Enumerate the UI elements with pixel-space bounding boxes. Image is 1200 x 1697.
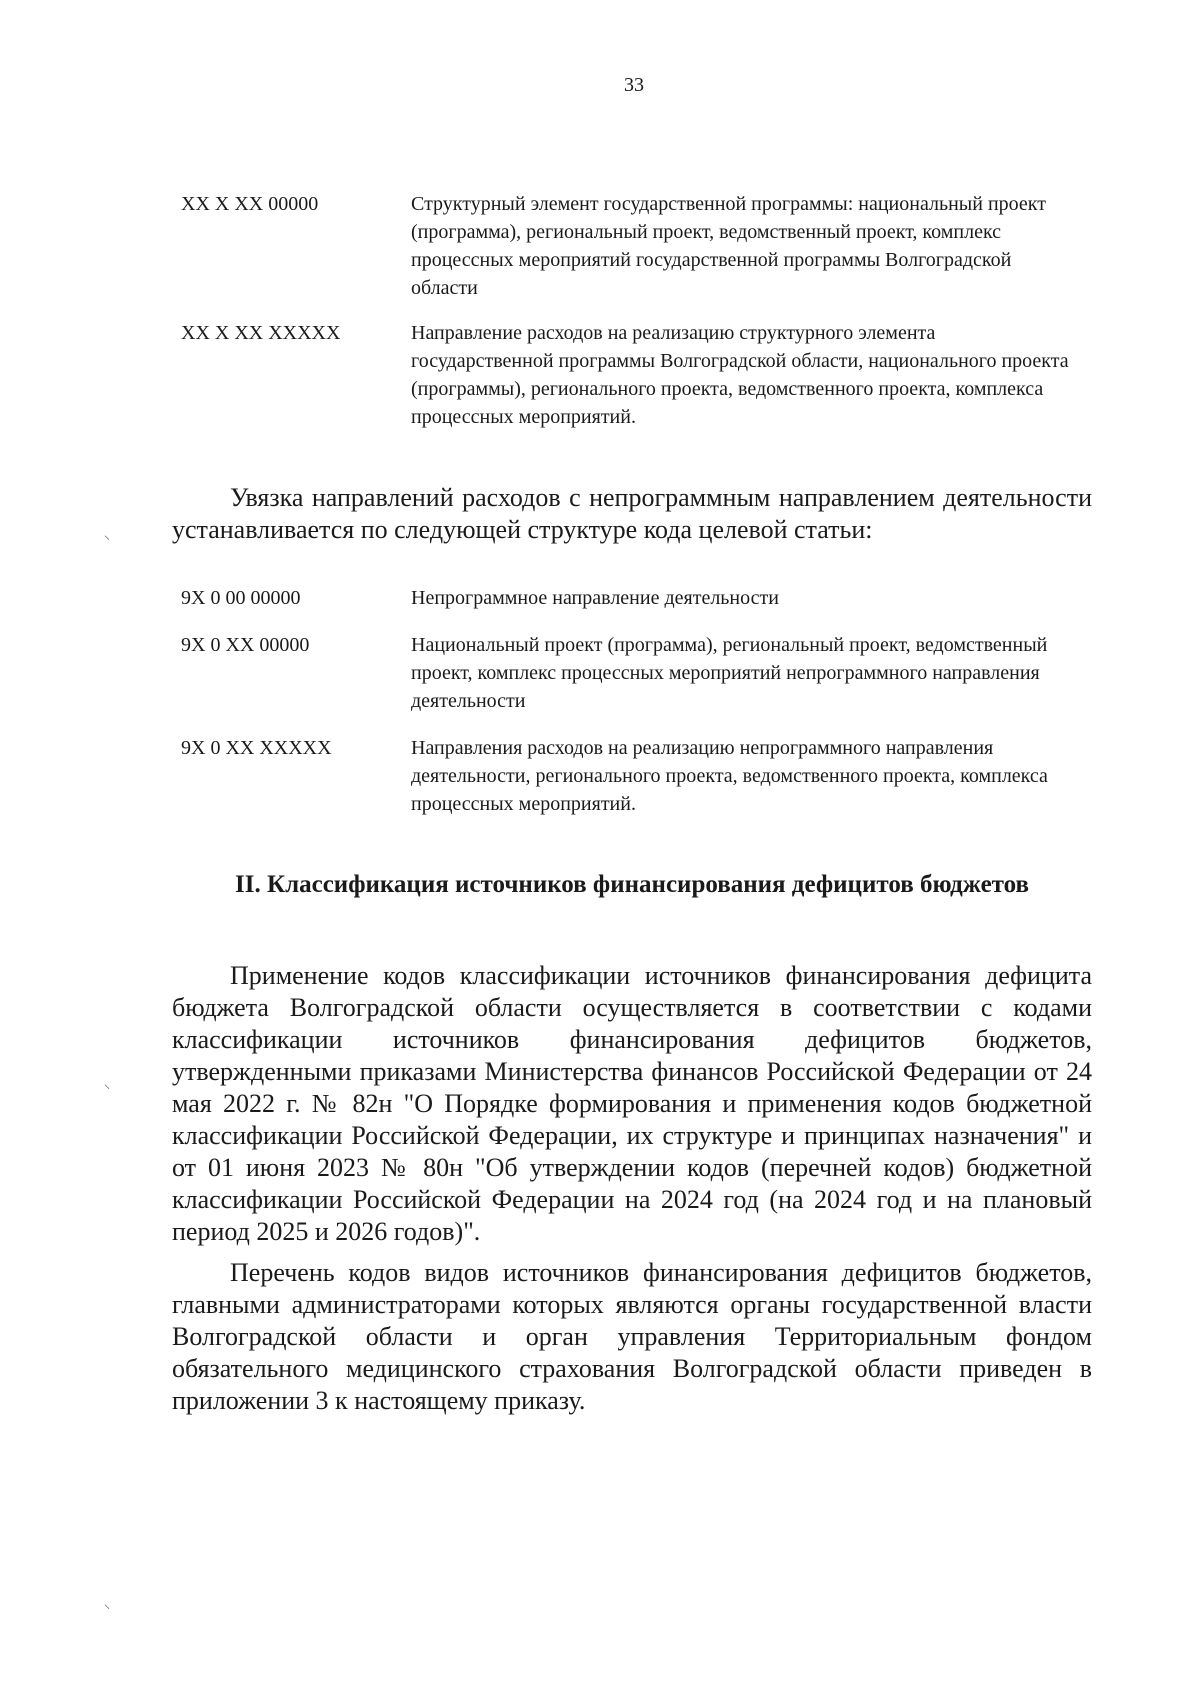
code-row <box>181 319 1081 431</box>
intro-paragraph <box>172 482 1092 546</box>
code-row <box>181 584 1081 612</box>
body-paragraph <box>172 960 1092 1248</box>
body-paragraph-text: Перечень кодов видов источников финансирования дефицитов бюджетов, главными администраторами которых являются органы государственной власти Волгоградской области и орган управления Территориальным фондом обязательного медицинского страхования Волгоградской области приведен в приложении 3 к настоящему приказу. <box>172 1258 1092 1415</box>
scan-mark: ⸜ <box>104 528 111 542</box>
code-description: Национальный проект (программа), региональный проект, ведомственный проект, комплекс процессных мероприятий непрограммного направления деятельности <box>411 634 1048 712</box>
code-value: 9X 0 XX XXXXX <box>181 737 332 759</box>
program-code-table <box>181 190 1081 431</box>
code-row <box>181 190 1081 302</box>
scan-mark: ⸜ <box>104 1597 111 1611</box>
code-value: XX X XX XXXXX <box>181 322 341 344</box>
section-heading: II. Классификация источников финансирования дефицитов бюджетов <box>235 871 1029 898</box>
intro-paragraph-text: Увязка направлений расходов с непрограммным направлением деятельности устанавливается по следующей структуре кода целевой статьи: <box>172 483 1092 544</box>
code-description: Направление расходов на реализацию структурного элемента государственной программы Волгоградской области, национального проекта (программы), регионального проекта, ведомственного проекта, комплекса процессных мероприятий. <box>411 322 1069 428</box>
code-row <box>181 734 1081 818</box>
body-paragraph-text: Применение кодов классификации источников финансирования дефицита бюджета Волгоградской области осуществляется в соответствии с кодами классификации источников финансирования дефицитов бюджетов, утвержденными приказами Министерства финансов Российской Федерации от 24 мая 2022 г. № 82н "О Порядке формирования и применения кодов бюджетной классификации Российской Федерации, их структуре и принципах назначения" и от 01 июня 2023 № 80н "Об утверждении кодов (перечней кодов) бюджетной классификации Российской Федерации на 2024 год (на 2024 год и на плановый период 2025 и 2026 годов)". <box>172 961 1092 1246</box>
code-description: Структурный элемент государственной программы: национальный проект (программа), региональный проект, ведомственный проект, комплекс процессных мероприятий государственной программы Волгоградской области <box>411 193 1046 299</box>
code-description: Направления расходов на реализацию непрограммного направления деятельности, регионального проекта, ведомственного проекта, комплекса процессных мероприятий. <box>411 737 1048 815</box>
non-program-code-table <box>181 584 1081 818</box>
code-description: Непрограммное направление деятельности <box>411 587 779 609</box>
code-row <box>181 631 1081 715</box>
code-value: 9X 0 XX 00000 <box>181 634 310 656</box>
body-paragraph <box>172 1257 1092 1417</box>
code-value: 9X 0 00 00000 <box>181 587 301 609</box>
page-number: 33 <box>624 74 644 96</box>
code-value: XX X XX 00000 <box>181 193 319 215</box>
scan-mark: ⸜ <box>104 1077 111 1091</box>
